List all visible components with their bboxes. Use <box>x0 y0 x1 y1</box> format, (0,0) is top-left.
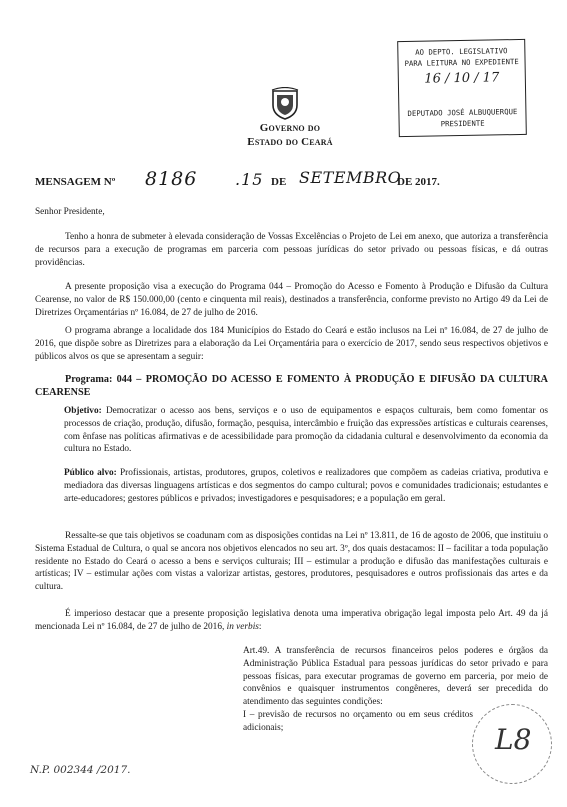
stamp-line-3: DEPUTADO JOSÉ ALBUQUERQUE <box>407 107 518 118</box>
gov-line-1: Governo do <box>259 122 321 134</box>
round-protocol-stamp <box>472 704 552 784</box>
program-heading: Programa: 044 – PROMOÇÃO DO ACESSO E FOMENTO À PRODUÇÃO E DIFUSÃO DA CULTURA CEARENSE <box>35 374 548 398</box>
gov-line-2: Estado do Ceará <box>247 136 333 148</box>
audience-label: Público alvo: <box>64 468 117 478</box>
quote-item-i: I – previsão de recursos no orçamento ou em seus créditos adicionais; <box>243 710 473 733</box>
paragraph-3: O programa abrange a localidade dos 184 Municípios do Estado do Ceará e estão inclusos na Lei nº 16.084, de 27 de julho de 2016, que dispõe sobre as Diretrizes para a elaboração da Lei Orçamentária para o exercício de 2017, sendo seus respectivos objetivos e públicos alvos os que se apresentam a seguir: <box>35 326 548 362</box>
paragraph-5 <box>35 608 548 634</box>
message-day-handwritten: .15 <box>235 170 264 189</box>
protocol-handwritten-note: N.P. 002344 /2017. <box>30 764 131 776</box>
message-month-handwritten: SETEMBRO <box>299 168 402 187</box>
page-number-handwritten: L8 <box>495 723 532 756</box>
message-header <box>35 168 545 198</box>
coat-of-arms-seal <box>270 87 300 121</box>
message-number-handwritten: 8186 <box>145 168 198 190</box>
audience-paragraph <box>64 467 548 505</box>
paragraph-4: Ressalte-se que tais objetivos se coadunam com as disposições contidas na Lei nº 13.811, de 16 de agosto de 2006, que instituiu o Sistema Estadual de Cultura, o qual se ancora nos objetivos elencados no seu art. 3º, dos quais destacamos: II – facilitar a toda população residente no Estado do Ceará o acesso a bens e serviços culturais; III – estimular a produção e difusão das manifestações culturais e artísticas; IV – estimular ações com vistas a valorizar artistas, gestores, produtores, pesquisadores e outros profissionais das artes e da cultura. <box>35 531 548 593</box>
message-de-2: DE 2017. <box>397 176 440 188</box>
message-label: MENSAGEM Nº <box>35 176 116 188</box>
salutation: Senhor Presidente, <box>35 207 105 217</box>
message-de-1: DE <box>271 176 287 188</box>
paragraph-1: Tenho a honra de submeter à elevada consideração de Vossas Excelências o Projeto de Lei em anexo, que autoriza a transferência de recursos para a execução de programas em parceria com pessoas jurídicas do setor privado ou pessoas físicas, e dá outras providências. <box>35 232 548 268</box>
stamp-line-1: AO DEPTO. LEGISLATIVO <box>415 46 508 57</box>
stamp-date-handwritten: 16 / 10 / 17 <box>424 70 500 87</box>
paragraph-5-main: É imperioso destacar que a presente proposição legislativa denota uma imperativa obrigação legal imposta pelo Art. 49 da já mencionada Lei nº 16.084, de 27 de julho de 2016, <box>35 609 548 632</box>
stamp-line-4: PRESIDENTE <box>440 118 485 129</box>
legislative-stamp <box>397 39 527 137</box>
objective-label: Objetivo: <box>64 406 102 416</box>
stamp-line-2: PARA LEITURA NO EXPEDIENTE <box>404 57 519 68</box>
audience-text: Profissionais, artistas, produtores, grupos, coletivos e realizadores que compõem as cadeias criativa, produtiva e mediadora das diversas linguagens artísticas e dos segmentos do campo cultural; povos e comunidades tradicionais; estudantes e arte-educadores; gestores públicos e privados; investigadores e pesquisadores; e a população em geral. <box>64 468 548 504</box>
objective-paragraph <box>64 405 548 456</box>
objective-text: Democratizar o acesso aos bens, serviços e o uso de equipamentos e espaços culturais, bem como fomentar os processos de criação, produção, difusão, formação, pesquisa, intercâmbio e fruição das expressões artísticas e culturais cearenses, com ênfase nas políticas afirmativas e de acessibilidade para promoção da cidadania cultural e desenvolvimento da economia da cultura no Estado. <box>64 406 548 455</box>
government-name <box>235 121 345 149</box>
paragraph-5-end: : <box>258 621 262 632</box>
paragraph-5-italic: in verbis <box>226 621 259 632</box>
paragraph-2: A presente proposição visa a execução do Programa 044 – Promoção do Acesso e Fomento à Produção e Difusão da Cultura Cearense, no valor de R$ 150.000,00 (cento e cinquenta mil reais), destinados a transferência, conforme previsto no Artigo 49 da Lei de Diretrizes Orçamentárias nº 16.084, de 27 de julho de 2016. <box>35 282 548 318</box>
quote-article-49: Art.49. A transferência de recursos financeiros pelos poderes e órgãos da Administração Pública Estadual para pessoas jurídicas do setor privado e para pessoas físicas, para executar programas de governo em parceria, por meio de convênios e quaisquer instrumentos congêneres, deverá ser precedida do atendimento das seguintes condições: <box>243 646 548 708</box>
